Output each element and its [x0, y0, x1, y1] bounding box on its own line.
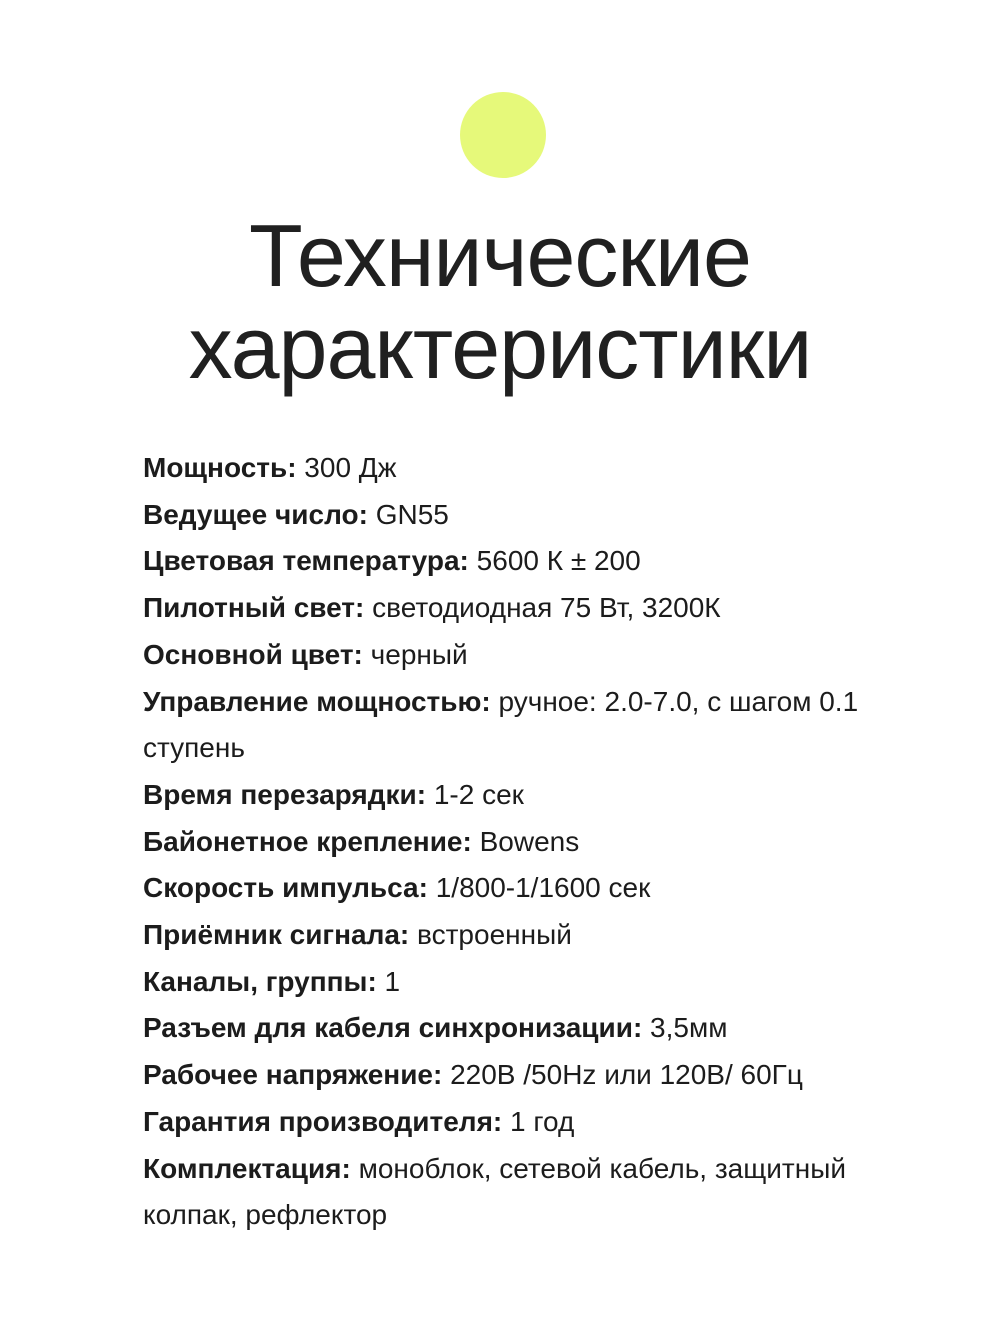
- spec-value: моноблок, сетевой кабель, защитный колпак, рефлектор: [143, 1152, 846, 1231]
- page-title-line-2: характеристики: [188, 298, 812, 397]
- spec-row: [143, 632, 903, 679]
- spec-label: Скорость импульса:: [143, 872, 428, 904]
- spec-value: 1: [376, 965, 401, 997]
- spec-label: Рабочее напряжение:: [143, 1059, 443, 1091]
- spec-value: встроенный: [409, 919, 572, 951]
- spec-row: [143, 538, 903, 585]
- spec-label: Каналы, группы:: [143, 965, 377, 997]
- spec-value: GN55: [367, 498, 449, 530]
- spec-value: светодиодная 75 Вт, 3200К: [364, 592, 721, 624]
- spec-row: [143, 1052, 903, 1099]
- spec-label: Время перезарядки:: [143, 778, 427, 810]
- spec-row: [143, 492, 903, 539]
- spec-label: Байонетное крепление:: [143, 825, 472, 857]
- spec-value: Bowens: [471, 825, 580, 857]
- spec-value: 1-2 сек: [426, 778, 524, 810]
- spec-value: 300 Дж: [296, 452, 397, 483]
- spec-row: [143, 1099, 903, 1146]
- spec-value: 1 год: [502, 1105, 575, 1137]
- spec-label: Разъем для кабеля синхронизации:: [143, 1012, 643, 1044]
- spec-value: 3,5мм: [642, 1012, 728, 1044]
- accent-dot: [460, 92, 546, 178]
- spec-row: [143, 585, 903, 632]
- spec-row: [143, 865, 903, 912]
- spec-label: Гарантия производителя:: [143, 1105, 503, 1137]
- spec-row: [143, 772, 903, 819]
- page-title: [0, 206, 1000, 397]
- spec-row: [143, 679, 903, 772]
- spec-label: Управление мощностью:: [143, 685, 491, 717]
- spec-row: [143, 912, 903, 959]
- spec-row: [143, 1146, 903, 1239]
- page-title-line-1: Технические: [249, 206, 751, 305]
- spec-value: 5600 К ± 200: [468, 545, 641, 577]
- spec-value: 1/800-1/1600 сек: [427, 872, 651, 904]
- spec-value: ручное: 2.0-7.0, с шагом 0.1 ступень: [143, 685, 859, 764]
- spec-value: 220В /50Hz или 120В/ 60Гц: [442, 1059, 803, 1091]
- spec-row: [143, 445, 903, 492]
- spec-label: Комплектация:: [143, 1152, 351, 1184]
- spec-row: [143, 959, 903, 1006]
- spec-label: Приёмник сигнала:: [143, 919, 410, 951]
- spec-label: Мощность:: [143, 452, 297, 483]
- spec-label: Цветовая температура:: [143, 545, 469, 577]
- spec-label: Ведущее число:: [143, 498, 368, 530]
- spec-row: [143, 819, 903, 866]
- spec-value: черный: [362, 638, 468, 670]
- spec-label: Основной цвет:: [143, 638, 363, 670]
- specs-list: [143, 445, 903, 1239]
- spec-label: Пилотный свет:: [143, 592, 365, 624]
- spec-row: [143, 1005, 903, 1052]
